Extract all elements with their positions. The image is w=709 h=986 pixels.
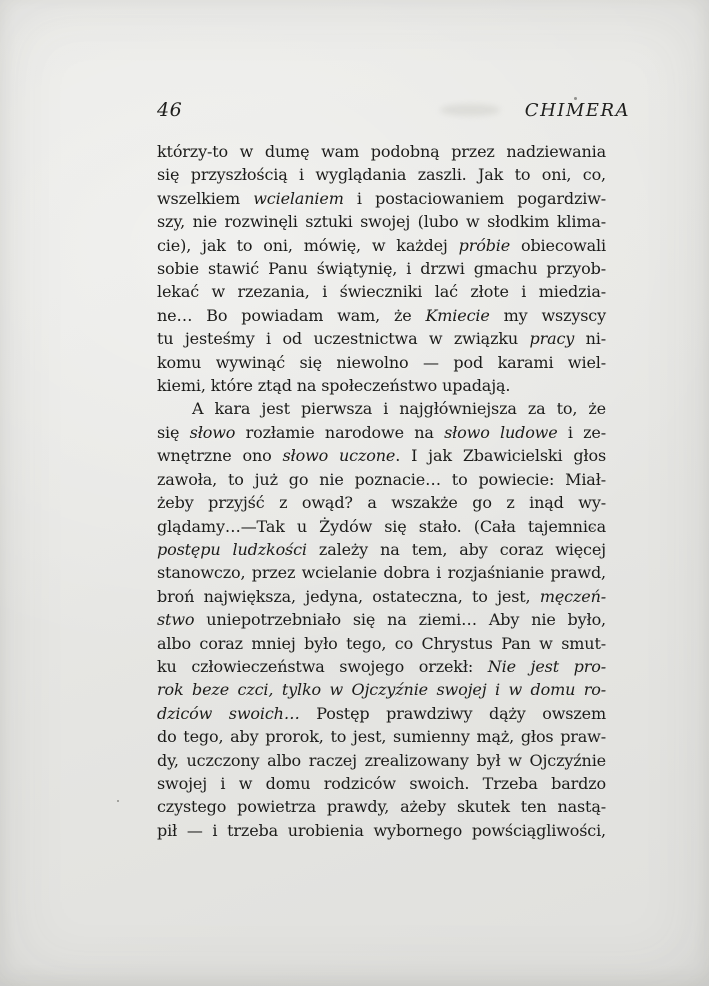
text-line <box>157 702 606 725</box>
text-run: dy, uczczony albo raczej zrealizowany był w Ojczyźnie <box>157 750 606 770</box>
text-run: . I jak Zbawicielski głos <box>395 446 607 466</box>
italic-run: wcielaniem <box>253 188 344 208</box>
text-run: ni- <box>574 329 606 349</box>
text-line <box>157 515 606 538</box>
paragraph <box>157 397 606 842</box>
text-run: i postaciowaniem pogardziw- <box>343 188 606 208</box>
running-title: CHIMERA <box>524 100 630 121</box>
text-run: zawoła, to już go nie poznacie… to powiecie: Miał- <box>157 469 606 489</box>
text-run: rozłamie narodowe na <box>235 422 445 442</box>
text-run: do tego, aby prorok, to jest, sumienny mąż, głos praw- <box>157 727 606 747</box>
text-run: ku człowieczeństwa swojego orzekł: <box>157 656 488 676</box>
italic-run: pracy <box>529 329 575 349</box>
text-line <box>157 304 606 327</box>
paragraph <box>157 140 606 397</box>
text-run: ne… Bo powiadam wam, że <box>157 305 426 325</box>
text-run: stanowczo, przez wcielanie dobra i rozjaśnianie prawd, <box>157 563 606 583</box>
text-line <box>157 772 606 795</box>
text-run: my wszyscy <box>489 305 606 325</box>
italic-run: próbie <box>458 235 511 255</box>
text-line <box>157 561 606 584</box>
text-line <box>157 538 606 561</box>
text-run: wnętrzne ono <box>157 446 283 466</box>
italic-run: postępu ludzkości <box>157 539 307 559</box>
text-run: żeby przyjść z owąd? a wszakże go z inąd wy- <box>157 493 606 513</box>
text-line <box>157 468 606 491</box>
text-line <box>157 795 606 818</box>
italic-run: rok beze czci, tylko w Ojczyźnie swojej i w domu ro- <box>157 680 606 700</box>
text-line <box>157 187 606 210</box>
text-run: kiemi, które ztąd na społeczeństwo upadają. <box>157 376 511 396</box>
text-run: uniepotrzebniało się na ziemi… Aby nie było, <box>194 610 606 630</box>
text-run: sobie stawić Panu świątynię, i drzwi gmachu przyob- <box>157 259 606 279</box>
text-run: zależy na tem, aby coraz więcej <box>306 539 606 559</box>
italic-run: Nie jest pro- <box>487 656 606 676</box>
text-run: którzy-to w dumę wam podobną przez nadziewania <box>157 142 606 161</box>
text-line <box>157 585 606 608</box>
text-run: tu jesteśmy i od uczestnictwa w związku <box>157 329 530 349</box>
text-line <box>157 678 606 701</box>
text-line <box>157 491 606 514</box>
italic-run: słowo ludowe <box>444 422 558 442</box>
text-line <box>157 397 606 420</box>
paper-speck <box>117 800 119 802</box>
text-run: Postęp prawdziwy dąży owszem <box>299 703 606 723</box>
text-run: broń największa, jedyna, ostateczna, to jest, <box>157 586 540 606</box>
text-run: glądamy…—Tak u Żydów się stało. (Cała tajemnica <box>157 516 606 536</box>
text-run: czystego powietrza prawdy, ażeby skutek ten nastą- <box>157 797 606 817</box>
text-run: komu wywinąć się niewolno — pod karami wiel- <box>157 352 606 372</box>
text-line <box>157 327 606 350</box>
italic-run: słowo uczone <box>282 446 396 466</box>
text-run: się przyszłością i wyglądania zaszli. Jak to oni, co, <box>157 165 606 185</box>
italic-run: dziców swoich… <box>157 703 300 723</box>
page-header <box>157 99 630 121</box>
text-line <box>157 257 606 280</box>
text-line <box>157 140 606 163</box>
text-run: wszelkiem <box>157 188 254 208</box>
text-line <box>157 749 606 772</box>
text-line <box>157 655 606 678</box>
page-text <box>157 140 606 842</box>
text-run: obiecowali <box>510 235 606 255</box>
italic-run: stwo <box>157 610 195 630</box>
text-run: pił — i trzeba urobienia wybornego powściągliwości, <box>157 820 606 840</box>
text-line <box>157 608 606 631</box>
text-line <box>157 444 606 467</box>
text-line <box>157 819 606 842</box>
text-line <box>157 351 606 374</box>
text-run: cie), jak to oni, mówię, w każdej <box>157 235 459 255</box>
text-line <box>157 280 606 303</box>
text-line <box>157 234 606 257</box>
text-line <box>157 210 606 233</box>
page-number: 46 <box>157 99 183 121</box>
italic-run: męczeń- <box>539 586 606 606</box>
text-run: swojej i w domu rodziców swoich. Trzeba bardzo <box>157 773 606 793</box>
text-run: szy, nie rozwinęli sztuki swojej (lubo w słodkim klima- <box>157 212 606 232</box>
text-line <box>157 421 606 444</box>
text-line <box>157 632 606 655</box>
text-run: lekać w rzezania, i świeczniki lać złote i miedzia- <box>157 282 606 302</box>
text-run: albo coraz mniej było tego, co Chrystus Pan w smut- <box>157 633 606 653</box>
text-line <box>157 374 606 397</box>
text-line <box>157 163 606 186</box>
text-run: się <box>157 422 190 442</box>
text-line <box>157 725 606 748</box>
italic-run: Kmiecie <box>425 305 490 325</box>
text-run: i ze- <box>557 422 606 442</box>
text-run: A kara jest pierwsza i najgłówniejsza za to, że <box>192 399 606 419</box>
italic-run: słowo <box>189 422 236 442</box>
